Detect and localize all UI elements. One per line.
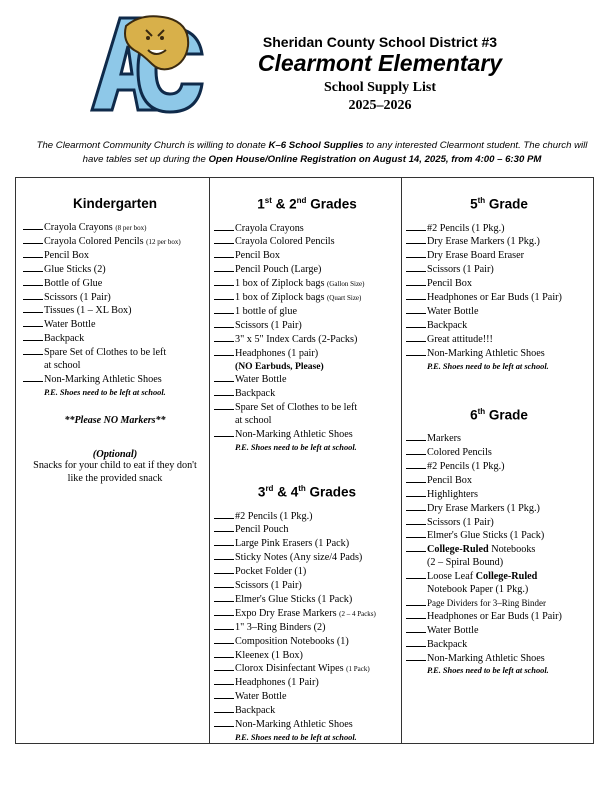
checkbox-blank-line: [23, 249, 43, 258]
list-item: [214, 510, 400, 524]
list-item: [23, 221, 207, 235]
checkbox-blank-line: [23, 304, 43, 313]
list-item: [406, 624, 592, 638]
list-item: [406, 277, 592, 291]
list-item-qualifier: (Quart Size): [326, 294, 362, 303]
grades-1-4-column: [214, 178, 400, 744]
list-item: [214, 621, 400, 635]
list-item: [214, 291, 400, 305]
school-name: Clearmont Elementary: [257, 50, 503, 76]
list-item-text: Glue Sticks (2): [44, 263, 106, 275]
list-item: [214, 635, 400, 649]
list-item: [214, 373, 400, 387]
grade-5-list-end: [406, 361, 592, 373]
list-item: [406, 291, 592, 305]
list-item: [406, 652, 592, 666]
list-item-text: Non-Marking Athletic Shoes: [235, 719, 353, 731]
list-item-text: Pencil Box: [427, 474, 472, 486]
list-item-text: Water Bottle: [427, 305, 479, 317]
checkbox-blank-line: [406, 488, 426, 497]
list-item: [406, 263, 592, 277]
pe-shoes-note: P.E. Shoes need to be left at school.: [427, 666, 549, 676]
list-item: [406, 235, 592, 249]
list-item: [406, 529, 592, 543]
grades-1-2-title: 1st & 2nd Grades: [257, 196, 357, 212]
list-item: [214, 662, 400, 676]
list-item-qualifier: (8 per box): [115, 224, 147, 232]
checkbox-blank-line: [214, 690, 234, 699]
checkbox-blank-line: [406, 502, 426, 511]
column-divider: [401, 178, 402, 743]
checkbox-blank-line: [214, 621, 234, 630]
column-divider: [209, 178, 210, 743]
list-item-text: Pencil Box: [235, 250, 280, 262]
checkbox-blank-line: [214, 249, 234, 258]
pe-shoes-note: P.E. Shoes need to be left at school.: [427, 361, 549, 371]
list-item: [406, 319, 592, 333]
list-item-text: Crayola Colored Pencils: [235, 236, 335, 248]
list-item-text: Colored Pencils: [427, 446, 492, 458]
list-item: [214, 523, 400, 537]
list-item-text: Tissues (1 – XL Box): [44, 305, 132, 317]
list-item: [406, 249, 592, 263]
list-item: [214, 347, 400, 361]
checkbox-blank-line: [23, 221, 43, 230]
list-item: [406, 347, 592, 361]
list-item: Non-Marking Athletic Shoes: [214, 428, 400, 442]
checkbox-blank-line: [406, 652, 426, 661]
list-item-text: Backpack: [427, 319, 468, 331]
list-item: [214, 607, 400, 621]
list-item-text: Scissors (1 Pair): [235, 580, 302, 592]
list-item: [23, 332, 207, 346]
list-item-text: Pencil Box: [427, 278, 472, 290]
list-item-text: Great attitude!!!: [427, 333, 493, 345]
list-item-text: Dry Erase Board Eraser: [427, 250, 525, 262]
school-year: 2025–2026: [348, 98, 412, 113]
checkbox-blank-line: [406, 347, 426, 356]
list-item-text: Highlighters: [427, 488, 478, 500]
list-item: [406, 516, 592, 530]
checkbox-blank-line: [214, 523, 234, 532]
intro-text-2: to any interested Clearmont student. The church will have tables set up during the: [82, 140, 588, 165]
checkbox-blank-line: [214, 222, 234, 231]
checkbox-blank-line: [406, 474, 426, 483]
list-item-text: 1 bottle of glue: [235, 305, 297, 317]
list-item: [214, 305, 400, 319]
checkbox-blank-line: [406, 263, 426, 272]
list-item-text: Spare Set of Clothes to be left: [235, 402, 358, 414]
list-item-text: Large Pink Erasers (1 Pack): [235, 538, 350, 550]
grade-6-list-2: [406, 610, 592, 666]
checkbox-blank-line: [214, 676, 234, 685]
list-item: [23, 304, 207, 318]
grades-5-6-column: [406, 178, 592, 677]
checkbox-blank-line: [406, 235, 426, 244]
checkbox-blank-line: [23, 291, 43, 300]
list-item-text: Pencil Box: [44, 249, 89, 261]
list-item: [23, 318, 207, 332]
grades-1-2-list: [214, 222, 400, 361]
list-item-text: Scissors (1 Pair): [427, 516, 494, 528]
list-item: [23, 277, 207, 291]
checkbox-blank-line: [406, 529, 426, 538]
list-item-text: #2 Pencils (1 Pkg.): [427, 222, 505, 234]
list-item-text: Elmer's Glue Sticks (1 Pack): [427, 530, 545, 542]
list-item-continuation: (2 – Spiral Bound): [427, 557, 504, 569]
school-logo: [86, 10, 206, 118]
list-item-text: Water Bottle: [44, 319, 96, 331]
list-item: [214, 704, 400, 718]
list-item: [214, 565, 400, 579]
kindergarten-list: [23, 221, 207, 360]
checkbox-blank-line: [214, 718, 234, 727]
list-item: [406, 446, 592, 460]
checkbox-blank-line: [23, 277, 43, 286]
list-item: [214, 551, 400, 565]
list-item: [214, 249, 400, 263]
list-item: [214, 319, 400, 333]
list-item-text: Elmer's Glue Sticks (1 Pack): [235, 593, 353, 605]
list-item: Non-Marking Athletic Shoes: [23, 373, 207, 387]
checkbox-blank-line: [214, 291, 234, 300]
checkbox-blank-line: [406, 516, 426, 525]
optional-title: (Optional): [92, 448, 138, 460]
checkbox-blank-line: [406, 432, 426, 441]
checkbox-blank-line: [214, 551, 234, 560]
grades-1-2-list-end: [214, 415, 400, 454]
checkbox-blank-line: [406, 305, 426, 314]
checkbox-blank-line: [406, 460, 426, 469]
list-item-qualifier: (2 – 4 Packs): [339, 609, 376, 618]
checkbox-blank-line: [406, 291, 426, 300]
list-item: [214, 537, 400, 551]
list-item-text: Water Bottle: [235, 691, 287, 703]
grade-5-list: [406, 222, 592, 361]
list-item: [214, 593, 400, 607]
list-item: Page Dividers for 3–Ring Binder: [406, 597, 592, 610]
checkbox-blank-line: [214, 662, 234, 671]
list-item: [214, 579, 400, 593]
checkbox-blank-line: [214, 373, 234, 382]
list-item-text: Headphones (1 pair): [235, 347, 319, 359]
grade-6-title: 6th Grade: [470, 406, 528, 423]
pe-shoes-note: P.E. Shoes need to be left at school.: [44, 387, 166, 397]
list-item-text: Pencil Pouch (Large): [235, 264, 322, 276]
kindergarten-column: [23, 178, 207, 486]
list-item: [23, 235, 207, 249]
checkbox-blank-line: [214, 635, 234, 644]
list-item-continuation: at school: [44, 360, 81, 372]
list-item: [406, 638, 592, 652]
checkbox-blank-line: [214, 593, 234, 602]
list-item-text: 1" 3–Ring Binders (2): [235, 621, 326, 633]
checkbox-blank-line: [214, 401, 234, 410]
district-name: Sheridan County School District #3: [262, 34, 498, 50]
grade-6-list-mid: [406, 543, 592, 610]
list-item: [406, 610, 592, 624]
list-item: [214, 690, 400, 704]
checkbox-blank-line: [214, 333, 234, 342]
list-item-text: Water Bottle: [235, 374, 287, 386]
list-item: [23, 263, 207, 277]
list-item-text: Composition Notebooks (1): [235, 635, 349, 647]
list-item-text: Scissors (1 Pair): [235, 319, 302, 331]
grades-1-2-list-2: [214, 373, 400, 415]
no-markers-note: **Please NO Markers**: [64, 414, 166, 426]
list-item: [214, 676, 400, 690]
pe-shoes-note: P.E. Shoes need to be left at school.: [235, 443, 357, 452]
checkbox-blank-line: [23, 346, 43, 355]
checkbox-blank-line: [214, 607, 234, 616]
list-item-text: Spare Set of Clothes to be left: [44, 347, 167, 359]
intro-paragraph: [32, 139, 592, 167]
checkbox-blank-line: [214, 347, 234, 356]
list-item-text: Dry Erase Markers (1 Pkg.): [427, 236, 540, 248]
list-item: [214, 222, 400, 236]
list-item-text: #2 Pencils (1 Pkg.): [235, 510, 313, 522]
intro-bold-2: Open House/Online Registration on August 14, 2025, from 4:00 – 6:30 PM: [208, 154, 542, 165]
list-item-text: Scissors (1 Pair): [427, 264, 494, 276]
list-item: [214, 718, 400, 732]
grades-3-4-title: 3rd & 4th Grades: [257, 484, 357, 500]
list-item-text: Clorox Disinfectant Wipes: [235, 663, 347, 675]
checkbox-blank-line: [214, 565, 234, 574]
checkbox-blank-line: [406, 624, 426, 633]
list-item: Loose Leaf College-Ruled: [406, 570, 592, 584]
checkbox-blank-line: [23, 332, 43, 341]
list-item: [214, 277, 400, 291]
list-item-text: Bottle of Glue: [44, 277, 103, 289]
list-item: [214, 387, 400, 401]
checkbox-blank-line: [406, 319, 426, 328]
list-item: [214, 235, 400, 249]
checkbox-blank-line: [23, 263, 43, 272]
no-earbuds-note: (NO Earbuds, Please): [235, 360, 324, 372]
list-item-text: Expo Dry Erase Markers: [235, 607, 340, 619]
list-item-continuation: Notebook Paper (1 Pkg.): [427, 584, 529, 596]
list-item: [406, 432, 592, 446]
list-item-text: Backpack: [235, 705, 276, 717]
list-item: [23, 249, 207, 263]
checkbox-blank-line: [214, 235, 234, 244]
list-title: School Supply List: [323, 80, 437, 95]
list-item: [406, 488, 592, 502]
checkbox-blank-line: [406, 249, 426, 258]
list-item-text: Backpack: [44, 333, 85, 345]
list-item: [406, 502, 592, 516]
grade-6-list: [406, 432, 592, 543]
list-item-text: Headphones or Ear Buds (1 Pair): [427, 610, 562, 622]
checkbox-blank-line: [406, 277, 426, 286]
list-item-text: Kleenex (1 Box): [235, 649, 303, 661]
list-item: [214, 401, 400, 415]
grades-3-4-list: [214, 510, 400, 733]
checkbox-blank-line: [214, 319, 234, 328]
supply-table: [15, 177, 594, 744]
list-item-text: #2 Pencils (1 Pkg.): [427, 460, 505, 472]
grade-5-title: 5th Grade: [470, 196, 528, 212]
list-item-text: 1 box of Ziplock bags: [235, 278, 327, 290]
list-item: [23, 346, 207, 360]
checkbox-blank-line: [214, 704, 234, 713]
list-item: [214, 263, 400, 277]
list-item: [406, 474, 592, 488]
intro-bold-1: K–6 School Supplies: [268, 140, 364, 151]
list-item-text: 1 box of Ziplock bags: [235, 292, 327, 304]
list-item-text: Water Bottle: [427, 624, 479, 636]
pe-shoes-note: P.E. Shoes need to be left at school.: [235, 733, 357, 742]
list-item-text: Headphones (1 Pair): [235, 677, 319, 689]
list-item-text: Pocket Folder (1): [235, 566, 307, 578]
checkbox-blank-line: [214, 579, 234, 588]
intro-text-1: The Clearmont Community Church is willing to donate: [36, 140, 269, 151]
list-item: [23, 291, 207, 305]
list-item-text: Non-Marking Athletic Shoes: [427, 652, 545, 664]
list-item-text: Non-Marking Athletic Shoes: [427, 347, 545, 359]
list-item-text: Crayola Crayons: [44, 222, 116, 233]
list-item: [214, 333, 400, 347]
checkbox-blank-line: [406, 610, 426, 619]
list-item: [406, 333, 592, 347]
checkbox-blank-line: [214, 277, 234, 286]
list-item-text: 3" x 5" Index Cards (2-Packs): [235, 333, 358, 345]
list-item-text: Headphones or Ear Buds (1 Pair): [427, 292, 562, 304]
list-item-text: Backpack: [427, 638, 468, 650]
checkbox-blank-line: [214, 263, 234, 272]
list-item-text: Crayola Colored Pencils: [44, 235, 147, 247]
kindergarten-title: Kindergarten: [72, 196, 157, 211]
grade-6-list-end: [406, 665, 592, 677]
checkbox-blank-line: [406, 446, 426, 455]
list-item-text: Crayola Crayons: [235, 222, 304, 234]
list-item: [214, 649, 400, 663]
list-item: [406, 460, 592, 474]
checkbox-blank-line: [214, 649, 234, 658]
list-item-text: Scissors (1 Pair): [44, 291, 111, 303]
checkbox-blank-line: [214, 305, 234, 314]
kindergarten-list-end: [23, 360, 207, 399]
checkbox-blank-line: [406, 333, 426, 342]
list-item: College-Ruled Notebooks: [406, 543, 592, 557]
list-item-text: Sticky Notes (Any size/4 Pads): [235, 552, 363, 564]
checkbox-blank-line: [214, 537, 234, 546]
list-item-text: Dry Erase Markers (1 Pkg.): [427, 502, 540, 514]
checkbox-blank-line: [23, 235, 43, 244]
checkbox-blank-line: [23, 318, 43, 327]
checkbox-blank-line: [406, 638, 426, 647]
checkbox-blank-line: [214, 510, 234, 519]
optional-text: Snacks for your child to eat if they don't like the provided snack: [33, 459, 197, 484]
list-item-text: Markers: [427, 433, 461, 445]
list-item-text: Pencil Pouch: [235, 524, 289, 536]
list-item-qualifier: (12 per box): [146, 237, 181, 246]
checkbox-blank-line: [214, 387, 234, 396]
list-item-continuation: at school: [235, 415, 272, 427]
list-item: [406, 222, 592, 236]
list-item-qualifier: (1 Pack): [346, 665, 370, 674]
list-item-text: Backpack: [235, 388, 276, 400]
list-item: [406, 305, 592, 319]
grades-3-4-list-end: [214, 732, 400, 744]
checkbox-blank-line: [406, 222, 426, 231]
grades-1-2-list-mid: [214, 361, 400, 374]
list-item-qualifier: (Gallon Size): [326, 280, 365, 289]
